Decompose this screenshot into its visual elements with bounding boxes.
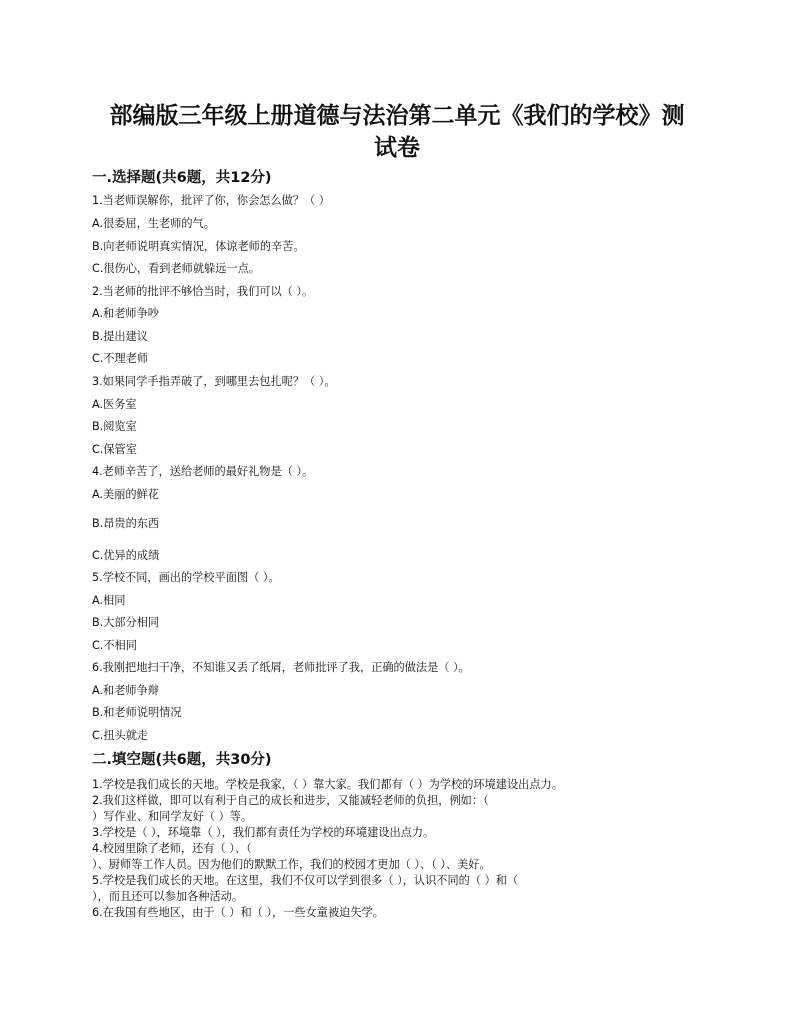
question-option: C.很伤心，看到老师就躲远一点。 bbox=[92, 262, 260, 275]
fill-blank-line: 4.校园里除了老师，还有（ ）、（ bbox=[92, 842, 252, 855]
question-stem: 6.我刚把地扫干净，不知谁又丢了纸屑，老师批评了我，正确的做法是（ ）。 bbox=[92, 661, 470, 674]
fill-blank-line: 1.学校是我们成长的天地。学校是我家，（ ）靠大家。我们都有（ ）为学校的环境建设出点力。 bbox=[92, 778, 563, 791]
question-stem: 1.当老师误解你，批评了你，你会怎么做？（ ） bbox=[92, 194, 330, 207]
fill-blank-line: 2.我们这样做，即可以有利于自己的成长和进步，又能减轻老师的负担，例如：（ bbox=[92, 794, 489, 807]
question-stem: 5.学校不同，画出的学校平面图（ ）。 bbox=[92, 571, 280, 584]
document-title-line-1: 部编版三年级上册道德与法治第二单元《我们的学校》测 bbox=[109, 102, 685, 129]
question-option: B.昂贵的东西 bbox=[92, 517, 160, 530]
question-option: B.大部分相同 bbox=[92, 616, 160, 629]
section-heading-choice: 一.选择题(共6题，共12分) bbox=[92, 170, 272, 186]
question-option: A.相同 bbox=[92, 594, 126, 607]
question-option: A.很委屈，生老师的气。 bbox=[92, 217, 215, 230]
question-option: B.向老师说明真实情况，体谅老师的辛苦。 bbox=[92, 240, 305, 253]
fill-blank-line: ）、厨师等工作人员。因为他们的默默工作，我们的校园才更加（ ）、（ ）、美好。 bbox=[92, 858, 491, 871]
fill-blank-line: 6.在我国有些地区，由于（ ）和（ ），一些女童被迫失学。 bbox=[92, 906, 384, 919]
fill-blank-line: ）写作业、和同学友好（ ）等。 bbox=[92, 810, 253, 823]
question-option: C.扭头就走 bbox=[92, 729, 149, 742]
question-option: C.优异的成绩 bbox=[92, 549, 160, 562]
question-option: A.美丽的鲜花 bbox=[92, 488, 159, 501]
document-title-line-2: 试卷 bbox=[374, 134, 420, 161]
fill-blank-line: ），而且还可以参加各种活动。 bbox=[92, 890, 244, 903]
question-stem: 4.老师辛苦了，送给老师的最好礼物是（ ）。 bbox=[92, 465, 314, 478]
question-option: B.和老师说明情况 bbox=[92, 706, 182, 719]
question-option: B.提出建议 bbox=[92, 330, 148, 343]
question-option: C.不相同 bbox=[92, 639, 137, 652]
question-option: A.和老师争辩 bbox=[92, 684, 159, 697]
question-option: C.不理老师 bbox=[92, 352, 149, 365]
fill-blank-line: 3.学校是（ ），环境靠（ ），我们都有责任为学校的环境建设出点力。 bbox=[92, 826, 435, 839]
section-heading-fill-blank: 二.填空题(共6题，共30分) bbox=[92, 752, 272, 768]
question-stem: 3.如果同学手指弄破了，到哪里去包扎呢？（ ）。 bbox=[92, 375, 336, 388]
question-option: C.保管室 bbox=[92, 443, 137, 456]
fill-blank-line: 5.学校是我们成长的天地。在这里，我们不仅可以学到很多（ ），认识不同的（ ）和（ bbox=[92, 874, 519, 887]
question-stem: 2.当老师的批评不够恰当时，我们可以（ ）。 bbox=[92, 285, 314, 298]
question-option: A.和老师争吵 bbox=[92, 307, 159, 320]
question-option: A.医务室 bbox=[92, 398, 137, 411]
question-option: B.阅览室 bbox=[92, 420, 137, 433]
